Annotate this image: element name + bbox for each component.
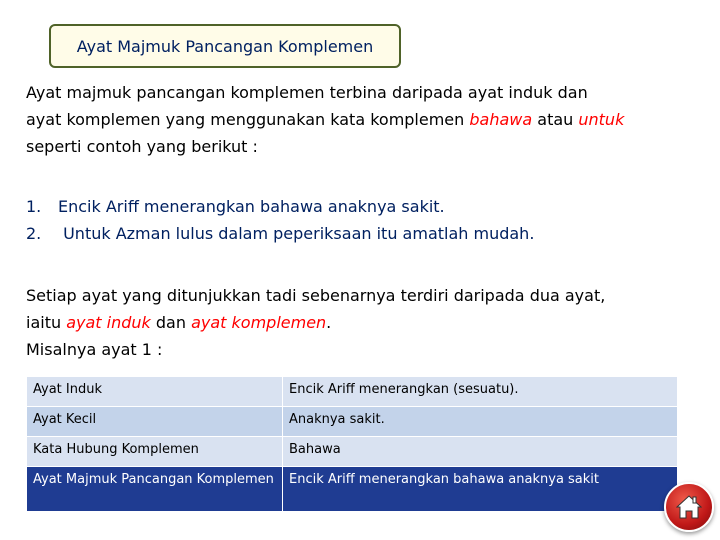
table-cell-label: Ayat Kecil (27, 407, 283, 437)
page-title: Ayat Majmuk Pancangan Komplemen (76, 36, 374, 56)
sentence-table (26, 376, 678, 512)
explanation-connector: dan (150, 313, 192, 332)
example-list (26, 193, 706, 247)
explanation-pre: iaitu (26, 313, 67, 332)
keyword-untuk: untuk (578, 110, 625, 129)
explanation-line-1: Setiap ayat yang ditunjukkan tadi sebenarnya terdiri daripada dua ayat, (26, 286, 606, 305)
list-item (26, 193, 706, 220)
list-item (26, 220, 706, 247)
table-cell-label: Ayat Majmuk Pancangan Komplemen (27, 467, 283, 512)
intro-line-2 (26, 106, 706, 133)
home-button[interactable] (664, 482, 714, 532)
explanation-post: . (326, 313, 332, 332)
home-icon (676, 494, 702, 520)
explanation-line-2 (26, 309, 706, 336)
table-row (27, 377, 678, 407)
list-text: Encik Ariff menerangkan bahawa anaknya sakit. (58, 197, 445, 216)
intro-line-2-text: ayat komplemen yang menggunakan kata komplemen (26, 110, 470, 129)
intro-connector: atau (532, 110, 579, 129)
intro-line-3: seperti contoh yang berikut : (26, 137, 258, 156)
intro-line-1: Ayat majmuk pancangan komplemen terbina daripada ayat induk dan (26, 83, 588, 102)
keyword-ayat-komplemen: ayat komplemen (191, 313, 327, 332)
explanation-paragraph (26, 282, 706, 363)
table-cell-value: Anaknya sakit. (283, 407, 678, 437)
title-box (49, 24, 401, 68)
list-number: 1. (26, 197, 42, 216)
table-row (27, 437, 678, 467)
table-row (27, 407, 678, 437)
explanation-line-3: Misalnya ayat 1 : (26, 340, 163, 359)
table-cell-label: Ayat Induk (27, 377, 283, 407)
list-text: Untuk Azman lulus dalam peperiksaan itu amatlah mudah. (58, 224, 535, 243)
table-cell-label: Kata Hubung Komplemen (27, 437, 283, 467)
table-cell-value: Encik Ariff menerangkan bahawa anaknya sakit (283, 467, 678, 512)
list-number: 2. (26, 224, 42, 243)
table-cell-value: Encik Ariff menerangkan (sesuatu). (283, 377, 678, 407)
table-cell-value: Bahawa (283, 437, 678, 467)
keyword-ayat-induk: ayat induk (66, 313, 151, 332)
table-row (27, 467, 678, 512)
keyword-bahawa: bahawa (469, 110, 533, 129)
intro-paragraph (26, 79, 706, 160)
